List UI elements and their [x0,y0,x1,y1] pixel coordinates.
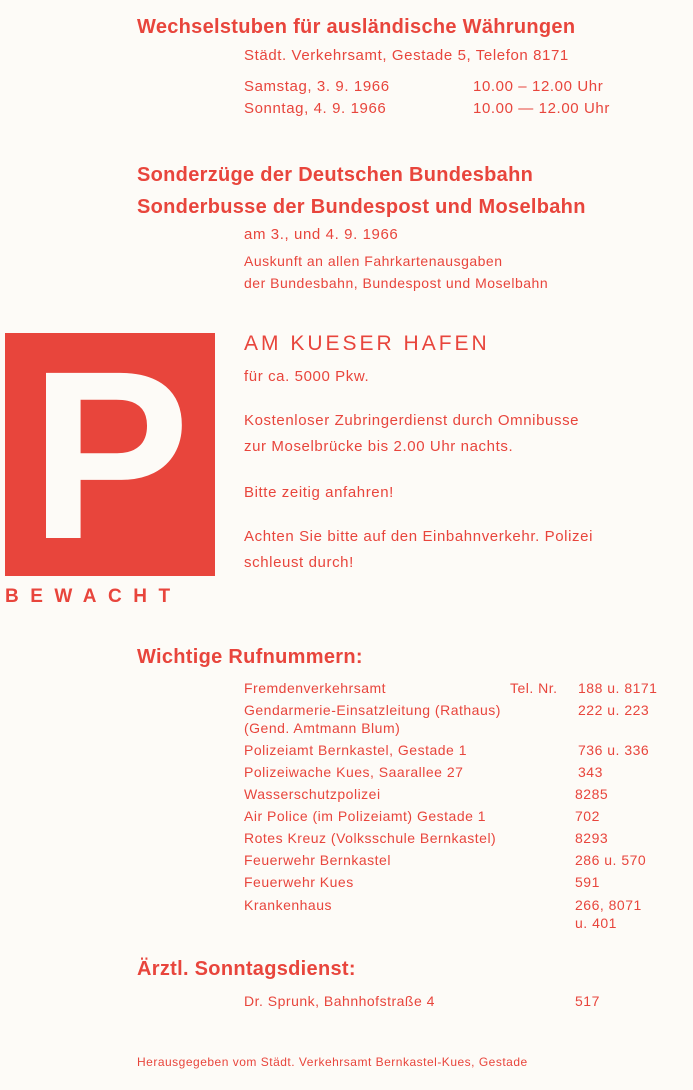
parking-shuttle-line-1: Kostenloser Zubringerdienst durch Omnibusse [244,412,580,429]
phone-entry-name: Fremdenverkehrsamt [244,680,387,696]
parking-oneway-line-2: schleust durch! [244,554,354,571]
exchange-title: Wechselstuben für ausländische Währungen [137,16,576,38]
phone-entry-name: (Gend. Amtmann Blum) [244,720,401,736]
exchange-address: Städt. Verkehrsamt, Gestade 5, Telefon 8171 [244,47,569,64]
phone-entry-number: 736 u. 336 [578,742,650,758]
exchange-day-2: Sonntag, 4. 9. 1966 [244,100,387,117]
doctor-name: Dr. Sprunk, Bahnhofstraße 4 [244,993,435,1009]
parking-sign-label: BEWACHT [5,586,182,607]
footer-publisher: Herausgegeben vom Städt. Verkehrsamt Bernkastel-Kues, Gestade [137,1055,528,1069]
phone-entry-number: 343 [578,764,603,780]
transport-info-line-1: Auskunft an allen Fahrkartenausgaben [244,253,503,269]
phone-entry-name: Air Police (im Polizeiamt) Gestade 1 [244,808,487,824]
phone-entry-number: 702 [575,808,600,824]
parking-p-icon: P [29,320,191,589]
parking-oneway-line-1: Achten Sie bitte auf den Einbahnverkehr. Polizei [244,528,594,545]
phone-entry-number: 591 [575,874,600,890]
phone-entry-number: u. 401 [575,915,617,931]
parking-title: AM KUESER HAFEN [244,332,490,355]
phone-entry-number: 8293 [575,830,609,846]
phone-entry-number: 286 u. 570 [575,852,647,868]
exchange-day-1: Samstag, 3. 9. 1966 [244,78,390,95]
exchange-time-1: 10.00 – 12.00 Uhr [473,78,604,95]
phone-entry-number: 188 u. 8171 [578,680,658,696]
phone-entry-number: 8285 [575,786,609,802]
exchange-time-2: 10.00 — 12.00 Uhr [473,100,610,117]
phone-entry-number: 222 u. 223 [578,702,650,718]
transport-title-buses: Sonderbusse der Bundespost und Moselbahn [137,196,586,218]
phone-entry-name: Wasserschutzpolizei [244,786,381,802]
parking-shuttle-line-2: zur Moselbrücke bis 2.00 Uhr nachts. [244,438,514,455]
phones-title: Wichtige Rufnummern: [137,646,363,668]
phone-entry-name: Krankenhaus [244,897,333,913]
parking-early-note: Bitte zeitig anfahren! [244,484,394,501]
phone-entry-name: Feuerwehr Bernkastel [244,852,391,868]
phone-entry-name: Gendarmerie-Einsatzleitung (Rathaus) [244,702,501,718]
phone-entry-number: 266, 8071 [575,897,642,913]
parking-sign [5,320,215,589]
transport-title-trains: Sonderzüge der Deutschen Bundesbahn [137,164,534,186]
phone-entry-name: Polizeiwache Kues, Saarallee 27 [244,764,464,780]
transport-dates: am 3., und 4. 9. 1966 [244,226,399,243]
phone-entry-name: Feuerwehr Kues [244,874,354,890]
transport-info-line-2: der Bundesbahn, Bundespost und Moselbahn [244,275,549,291]
phones-tel-label: Tel. Nr. [510,680,558,696]
doctor-title: Ärztl. Sonntagsdienst: [137,958,356,980]
phone-entry-name: Rotes Kreuz (Volksschule Bernkastel) [244,830,497,846]
phone-entry-name: Polizeiamt Bernkastel, Gestade 1 [244,742,467,758]
doctor-number: 517 [575,993,600,1009]
parking-capacity: für ca. 5000 Pkw. [244,368,370,385]
